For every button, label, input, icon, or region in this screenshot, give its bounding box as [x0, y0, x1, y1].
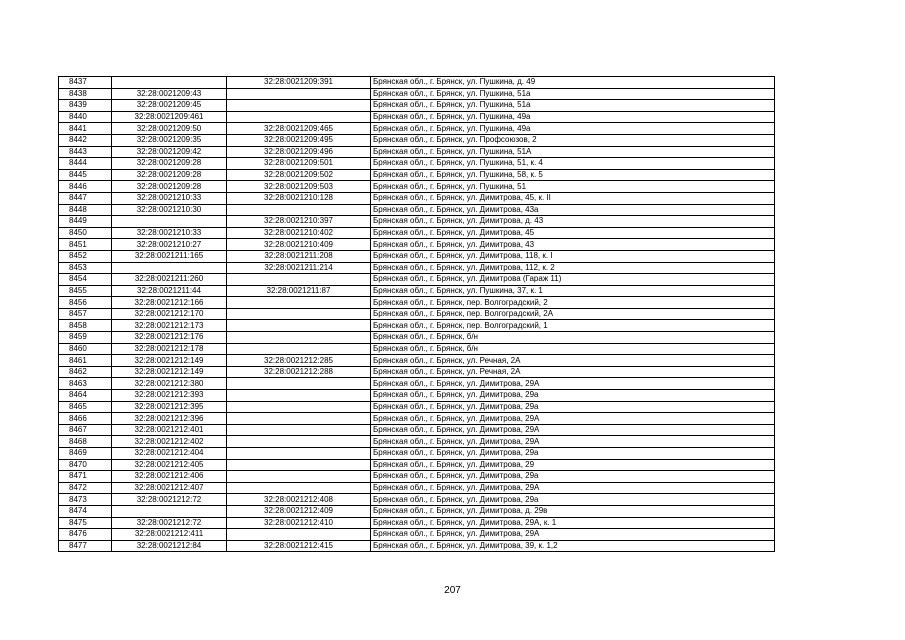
building-cadastral-number-cell: [227, 401, 371, 413]
row-number-cell: 8449: [59, 216, 112, 228]
row-number-cell: 8471: [59, 471, 112, 483]
land-cadastral-number-cell: 32:28:0021209:35: [112, 134, 227, 146]
address-cell: Брянская обл., г. Брянск, ул. Димитрова, 45, к. II: [371, 192, 775, 204]
row-number-cell: 8462: [59, 366, 112, 378]
land-cadastral-number-cell: 32:28:0021211:260: [112, 274, 227, 286]
building-cadastral-number-cell: [227, 482, 371, 494]
building-cadastral-number-cell: [227, 320, 371, 332]
land-cadastral-number-cell: 32:28:0021210:27: [112, 239, 227, 251]
address-cell: Брянская обл., г. Брянск, ул. Димитрова, 29А, к. 1: [371, 517, 775, 529]
building-cadastral-number-cell: 32:28:0021209:495: [227, 134, 371, 146]
address-cell: Брянская обл., г. Брянск, ул. Димитрова, 118, к. I: [371, 250, 775, 262]
address-cell: Брянская обл., г. Брянск, ул. Димитрова, д. 29в: [371, 505, 775, 517]
table-row: [59, 459, 775, 471]
building-cadastral-number-cell: [227, 413, 371, 425]
table-row: [59, 540, 775, 552]
table-row: [59, 436, 775, 448]
table-row: [59, 413, 775, 425]
row-number-cell: 8472: [59, 482, 112, 494]
address-cell: Брянская обл., г. Брянск, ул. Димитрова, 29А: [371, 424, 775, 436]
address-cell: Брянская обл., г. Брянск, ул. Речная, 2А: [371, 355, 775, 367]
row-number-cell: 8443: [59, 146, 112, 158]
land-cadastral-number-cell: 32:28:0021212:402: [112, 436, 227, 448]
building-cadastral-number-cell: 32:28:0021211:214: [227, 262, 371, 274]
table-row: [59, 77, 775, 89]
table-row: [59, 529, 775, 541]
table-row: [59, 517, 775, 529]
table-row: [59, 505, 775, 517]
address-cell: Брянская обл., г. Брянск, ул. Димитрова, д. 43: [371, 216, 775, 228]
land-cadastral-number-cell: 32:28:0021212:84: [112, 540, 227, 552]
table-row: [59, 204, 775, 216]
row-number-cell: 8454: [59, 274, 112, 286]
land-cadastral-number-cell: [112, 505, 227, 517]
land-cadastral-number-cell: 32:28:0021212:166: [112, 297, 227, 309]
row-number-cell: 8439: [59, 100, 112, 112]
land-cadastral-number-cell: 32:28:0021212:170: [112, 308, 227, 320]
table-row: [59, 250, 775, 262]
land-cadastral-number-cell: 32:28:0021212:406: [112, 471, 227, 483]
building-cadastral-number-cell: 32:28:0021209:502: [227, 169, 371, 181]
address-cell: Брянская обл., г. Брянск, ул. Пушкина, 49а: [371, 123, 775, 135]
land-cadastral-number-cell: 32:28:0021212:149: [112, 355, 227, 367]
address-cell: Брянская обл., г. Брянск, ул. Речная, 2А: [371, 366, 775, 378]
row-number-cell: 8474: [59, 505, 112, 517]
address-cell: Брянская обл., г. Брянск, ул. Пушкина, 51а: [371, 88, 775, 100]
land-cadastral-number-cell: 32:28:0021212:176: [112, 332, 227, 344]
address-cell: Брянская обл., г. Брянск, ул. Димитрова, 29А: [371, 378, 775, 390]
building-cadastral-number-cell: 32:28:0021209:501: [227, 158, 371, 170]
building-cadastral-number-cell: [227, 529, 371, 541]
row-number-cell: 8466: [59, 413, 112, 425]
row-number-cell: 8438: [59, 88, 112, 100]
building-cadastral-number-cell: [227, 343, 371, 355]
page-number: 207: [444, 585, 461, 596]
row-number-cell: 8459: [59, 332, 112, 344]
table-row: [59, 366, 775, 378]
row-number-cell: 8463: [59, 378, 112, 390]
address-cell: Брянская обл., г. Брянск, ул. Димитрова, 29а: [371, 494, 775, 506]
table-row: [59, 482, 775, 494]
address-cell: Брянская обл., г. Брянск, ул. Димитрова (Гараж 11): [371, 274, 775, 286]
table-row: [59, 274, 775, 286]
table-row: [59, 192, 775, 204]
building-cadastral-number-cell: [227, 308, 371, 320]
table-row: [59, 297, 775, 309]
cadastral-table: [58, 76, 775, 552]
table-row: [59, 343, 775, 355]
row-number-cell: 8451: [59, 239, 112, 251]
address-cell: Брянская обл., г. Брянск, ул. Пушкина, д. 49: [371, 77, 775, 89]
table-row: [59, 424, 775, 436]
building-cadastral-number-cell: 32:28:0021210:397: [227, 216, 371, 228]
building-cadastral-number-cell: 32:28:0021211:87: [227, 285, 371, 297]
address-cell: Брянская обл., г. Брянск, пер. Волгоградский, 2: [371, 297, 775, 309]
table-row: [59, 88, 775, 100]
table-row: [59, 471, 775, 483]
table-row: [59, 216, 775, 228]
land-cadastral-number-cell: 32:28:0021211:165: [112, 250, 227, 262]
row-number-cell: 8460: [59, 343, 112, 355]
building-cadastral-number-cell: 32:28:0021212:285: [227, 355, 371, 367]
row-number-cell: 8437: [59, 77, 112, 89]
land-cadastral-number-cell: 32:28:0021211:44: [112, 285, 227, 297]
land-cadastral-number-cell: 32:28:0021212:405: [112, 459, 227, 471]
table-row: [59, 320, 775, 332]
address-cell: Брянская обл., г. Брянск, ул. Димитрова, 39, к. 1,2: [371, 540, 775, 552]
land-cadastral-number-cell: 32:28:0021212:380: [112, 378, 227, 390]
building-cadastral-number-cell: [227, 436, 371, 448]
row-number-cell: 8477: [59, 540, 112, 552]
building-cadastral-number-cell: 32:28:0021210:409: [227, 239, 371, 251]
address-cell: Брянская обл., г. Брянск, ул. Пушкина, 51а: [371, 100, 775, 112]
land-cadastral-number-cell: 32:28:0021212:407: [112, 482, 227, 494]
table-row: [59, 123, 775, 135]
building-cadastral-number-cell: [227, 100, 371, 112]
building-cadastral-number-cell: 32:28:0021212:409: [227, 505, 371, 517]
building-cadastral-number-cell: [227, 204, 371, 216]
address-cell: Брянская обл., г. Брянск, ул. Димитрова, 29а: [371, 471, 775, 483]
building-cadastral-number-cell: [227, 274, 371, 286]
row-number-cell: 8455: [59, 285, 112, 297]
building-cadastral-number-cell: [227, 332, 371, 344]
land-cadastral-number-cell: 32:28:0021209:28: [112, 169, 227, 181]
table-row: [59, 158, 775, 170]
land-cadastral-number-cell: 32:28:0021212:149: [112, 366, 227, 378]
building-cadastral-number-cell: [227, 88, 371, 100]
land-cadastral-number-cell: 32:28:0021212:72: [112, 517, 227, 529]
address-cell: Брянская обл., г. Брянск, б/н: [371, 332, 775, 344]
row-number-cell: 8476: [59, 529, 112, 541]
row-number-cell: 8453: [59, 262, 112, 274]
building-cadastral-number-cell: [227, 459, 371, 471]
address-cell: Брянская обл., г. Брянск, ул. Пушкина, 51А: [371, 146, 775, 158]
row-number-cell: 8450: [59, 227, 112, 239]
row-number-cell: 8467: [59, 424, 112, 436]
land-cadastral-number-cell: 32:28:0021210:30: [112, 204, 227, 216]
table-row: [59, 378, 775, 390]
address-cell: Брянская обл., г. Брянск, б/н: [371, 343, 775, 355]
table-row: [59, 227, 775, 239]
table-row: [59, 355, 775, 367]
row-number-cell: 8470: [59, 459, 112, 471]
address-cell: Брянская обл., г. Брянск, ул. Димитрова, 29а: [371, 390, 775, 402]
table-row: [59, 169, 775, 181]
land-cadastral-number-cell: 32:28:0021212:411: [112, 529, 227, 541]
row-number-cell: 8448: [59, 204, 112, 216]
building-cadastral-number-cell: 32:28:0021209:465: [227, 123, 371, 135]
table-row: [59, 134, 775, 146]
row-number-cell: 8456: [59, 297, 112, 309]
row-number-cell: 8442: [59, 134, 112, 146]
land-cadastral-number-cell: 32:28:0021209:43: [112, 88, 227, 100]
address-cell: Брянская обл., г. Брянск, ул. Пушкина, 49а: [371, 111, 775, 123]
land-cadastral-number-cell: 32:28:0021212:72: [112, 494, 227, 506]
land-cadastral-number-cell: 32:28:0021212:396: [112, 413, 227, 425]
land-cadastral-number-cell: 32:28:0021209:45: [112, 100, 227, 112]
address-cell: Брянская обл., г. Брянск, ул. Димитрова, 29а: [371, 448, 775, 460]
row-number-cell: 8446: [59, 181, 112, 193]
row-number-cell: 8469: [59, 448, 112, 460]
address-cell: Брянская обл., г. Брянск, ул. Димитрова, 29А: [371, 482, 775, 494]
land-cadastral-number-cell: 32:28:0021209:42: [112, 146, 227, 158]
land-cadastral-number-cell: 32:28:0021212:173: [112, 320, 227, 332]
building-cadastral-number-cell: 32:28:0021212:410: [227, 517, 371, 529]
land-cadastral-number-cell: 32:28:0021209:28: [112, 181, 227, 193]
row-number-cell: 8445: [59, 169, 112, 181]
building-cadastral-number-cell: 32:28:0021209:496: [227, 146, 371, 158]
building-cadastral-number-cell: 32:28:0021210:128: [227, 192, 371, 204]
table-row: [59, 239, 775, 251]
address-cell: Брянская обл., г. Брянск, ул. Димитрова, 112, к. 2: [371, 262, 775, 274]
land-cadastral-number-cell: 32:28:0021212:178: [112, 343, 227, 355]
building-cadastral-number-cell: [227, 448, 371, 460]
land-cadastral-number-cell: 32:28:0021210:33: [112, 227, 227, 239]
row-number-cell: 8440: [59, 111, 112, 123]
table-row: [59, 285, 775, 297]
land-cadastral-number-cell: [112, 77, 227, 89]
land-cadastral-number-cell: 32:28:0021212:395: [112, 401, 227, 413]
row-number-cell: 8444: [59, 158, 112, 170]
row-number-cell: 8458: [59, 320, 112, 332]
land-cadastral-number-cell: [112, 262, 227, 274]
address-cell: Брянская обл., г. Брянск, ул. Профсоюзов, 2: [371, 134, 775, 146]
land-cadastral-number-cell: 32:28:0021212:404: [112, 448, 227, 460]
table-row: [59, 146, 775, 158]
table-row: [59, 401, 775, 413]
building-cadastral-number-cell: 32:28:0021212:415: [227, 540, 371, 552]
row-number-cell: 8468: [59, 436, 112, 448]
table-row: [59, 262, 775, 274]
table-row: [59, 494, 775, 506]
address-cell: Брянская обл., г. Брянск, ул. Димитрова, 43: [371, 239, 775, 251]
table-row: [59, 100, 775, 112]
land-cadastral-number-cell: [112, 216, 227, 228]
table-row: [59, 111, 775, 123]
land-cadastral-number-cell: 32:28:0021210:33: [112, 192, 227, 204]
address-cell: Брянская обл., г. Брянск, ул. Димитрова, 29: [371, 459, 775, 471]
row-number-cell: 8441: [59, 123, 112, 135]
address-cell: Брянская обл., г. Брянск, ул. Димитрова, 29А: [371, 436, 775, 448]
address-cell: Брянская обл., г. Брянск, ул. Пушкина, 58, к. 5: [371, 169, 775, 181]
address-cell: Брянская обл., г. Брянск, ул. Пушкина, 37, к. 1: [371, 285, 775, 297]
address-cell: Брянская обл., г. Брянск, ул. Димитрова, 43а: [371, 204, 775, 216]
address-cell: Брянская обл., г. Брянск, ул. Пушкина, 51: [371, 181, 775, 193]
building-cadastral-number-cell: 32:28:0021210:402: [227, 227, 371, 239]
building-cadastral-number-cell: [227, 424, 371, 436]
building-cadastral-number-cell: 32:28:0021212:288: [227, 366, 371, 378]
address-cell: Брянская обл., г. Брянск, ул. Димитрова, 29а: [371, 401, 775, 413]
row-number-cell: 8457: [59, 308, 112, 320]
row-number-cell: 8461: [59, 355, 112, 367]
land-cadastral-number-cell: 32:28:0021209:461: [112, 111, 227, 123]
row-number-cell: 8464: [59, 390, 112, 402]
table-row: [59, 448, 775, 460]
land-cadastral-number-cell: 32:28:0021212:393: [112, 390, 227, 402]
table-row: [59, 308, 775, 320]
building-cadastral-number-cell: [227, 297, 371, 309]
building-cadastral-number-cell: 32:28:0021211:208: [227, 250, 371, 262]
table-row: [59, 390, 775, 402]
table-row: [59, 181, 775, 193]
land-cadastral-number-cell: 32:28:0021209:28: [112, 158, 227, 170]
row-number-cell: 8473: [59, 494, 112, 506]
row-number-cell: 8447: [59, 192, 112, 204]
building-cadastral-number-cell: [227, 111, 371, 123]
address-cell: Брянская обл., г. Брянск, ул. Пушкина, 51, к. 4: [371, 158, 775, 170]
table-row: [59, 332, 775, 344]
address-cell: Брянская обл., г. Брянск, ул. Димитрова, 45: [371, 227, 775, 239]
building-cadastral-number-cell: 32:28:0021209:503: [227, 181, 371, 193]
address-cell: Брянская обл., г. Брянск, ул. Димитрова, 29А: [371, 529, 775, 541]
building-cadastral-number-cell: 32:28:0021209:391: [227, 77, 371, 89]
building-cadastral-number-cell: [227, 390, 371, 402]
building-cadastral-number-cell: [227, 378, 371, 390]
building-cadastral-number-cell: [227, 471, 371, 483]
address-cell: Брянская обл., г. Брянск, пер. Волгоградский, 1: [371, 320, 775, 332]
address-cell: Брянская обл., г. Брянск, пер. Волгоградский, 2А: [371, 308, 775, 320]
building-cadastral-number-cell: 32:28:0021212:408: [227, 494, 371, 506]
land-cadastral-number-cell: 32:28:0021209:50: [112, 123, 227, 135]
land-cadastral-number-cell: 32:28:0021212:401: [112, 424, 227, 436]
row-number-cell: 8475: [59, 517, 112, 529]
row-number-cell: 8452: [59, 250, 112, 262]
cadastral-table-body: [59, 77, 775, 552]
row-number-cell: 8465: [59, 401, 112, 413]
address-cell: Брянская обл., г. Брянск, ул. Димитрова, 29А: [371, 413, 775, 425]
